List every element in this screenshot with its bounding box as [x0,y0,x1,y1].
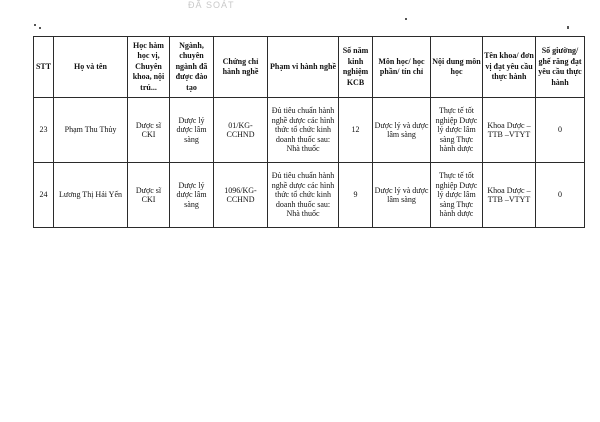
scan-speck [39,27,41,29]
cell-major: Dược lý dược lâm sàng [170,163,214,228]
header-content: Nội dung môn học [431,37,483,98]
scan-artifacts [0,0,600,22]
cell-degree: Dược sĩ CKI [128,98,170,163]
table-row [34,98,585,163]
cell-certificate: 1096/KG-CCHND [214,163,268,228]
scan-header-mark: ĐÃ SOÁT [188,0,235,10]
cell-content: Thực tế tốt nghiệp Dược lý dược lâm sàng Thực hành dược [431,98,483,163]
cell-stt: 24 [34,163,54,228]
header-major: Ngành, chuyên ngành đã được đào tạo [170,37,214,98]
cell-degree: Dược sĩ CKI [128,163,170,228]
cell-major: Dược lý dược lâm sàng [170,98,214,163]
cell-stt: 23 [34,98,54,163]
header-stt: STT [34,37,54,98]
cell-content: Thực tế tốt nghiệp Dược lý dược lâm sàng Thực hành dược [431,163,483,228]
cell-subject: Dược lý và dược lâm sàng [373,98,431,163]
header-subject: Môn học/ học phần/ tín chỉ [373,37,431,98]
cell-scope: Đủ tiêu chuẩn hành nghề dược các hình thức tổ chức kinh doanh thuốc sau: Nhà thuốc [268,98,339,163]
scan-speck [405,18,407,20]
header-degree: Học hàm học vị, Chuyên khoa, nội trú... [128,37,170,98]
header-certificate: Chứng chỉ hành nghề [214,37,268,98]
scan-speck [567,26,569,29]
cell-department: Khoa Dược – TTB –VTYT [483,98,536,163]
cell-name: Phạm Thu Thủy [54,98,128,163]
scan-speck [34,24,36,26]
cell-beds: 0 [536,98,585,163]
header-years: Số năm kinh nghiệm KCB [339,37,373,98]
cell-years: 12 [339,98,373,163]
table-row [34,163,585,228]
cell-years: 9 [339,163,373,228]
cell-subject: Dược lý và dược lâm sàng [373,163,431,228]
cell-beds: 0 [536,163,585,228]
cell-name: Lương Thị Hải Yến [54,163,128,228]
header-beds: Số giường/ ghế răng đạt yêu cầu thực hành [536,37,585,98]
header-name: Họ và tên [54,37,128,98]
cell-department: Khoa Dược – TTB –VTYT [483,163,536,228]
cell-certificate: 01/KG-CCHND [214,98,268,163]
table-header-row [34,37,585,98]
header-scope: Phạm vi hành nghề [268,37,339,98]
staff-table [33,36,585,228]
header-department: Tên khoa/ đơn vị đạt yêu cầu thực hành [483,37,536,98]
cell-scope: Đủ tiêu chuẩn hành nghề dược các hình thức tổ chức kinh doanh thuốc sau: Nhà thuốc [268,163,339,228]
